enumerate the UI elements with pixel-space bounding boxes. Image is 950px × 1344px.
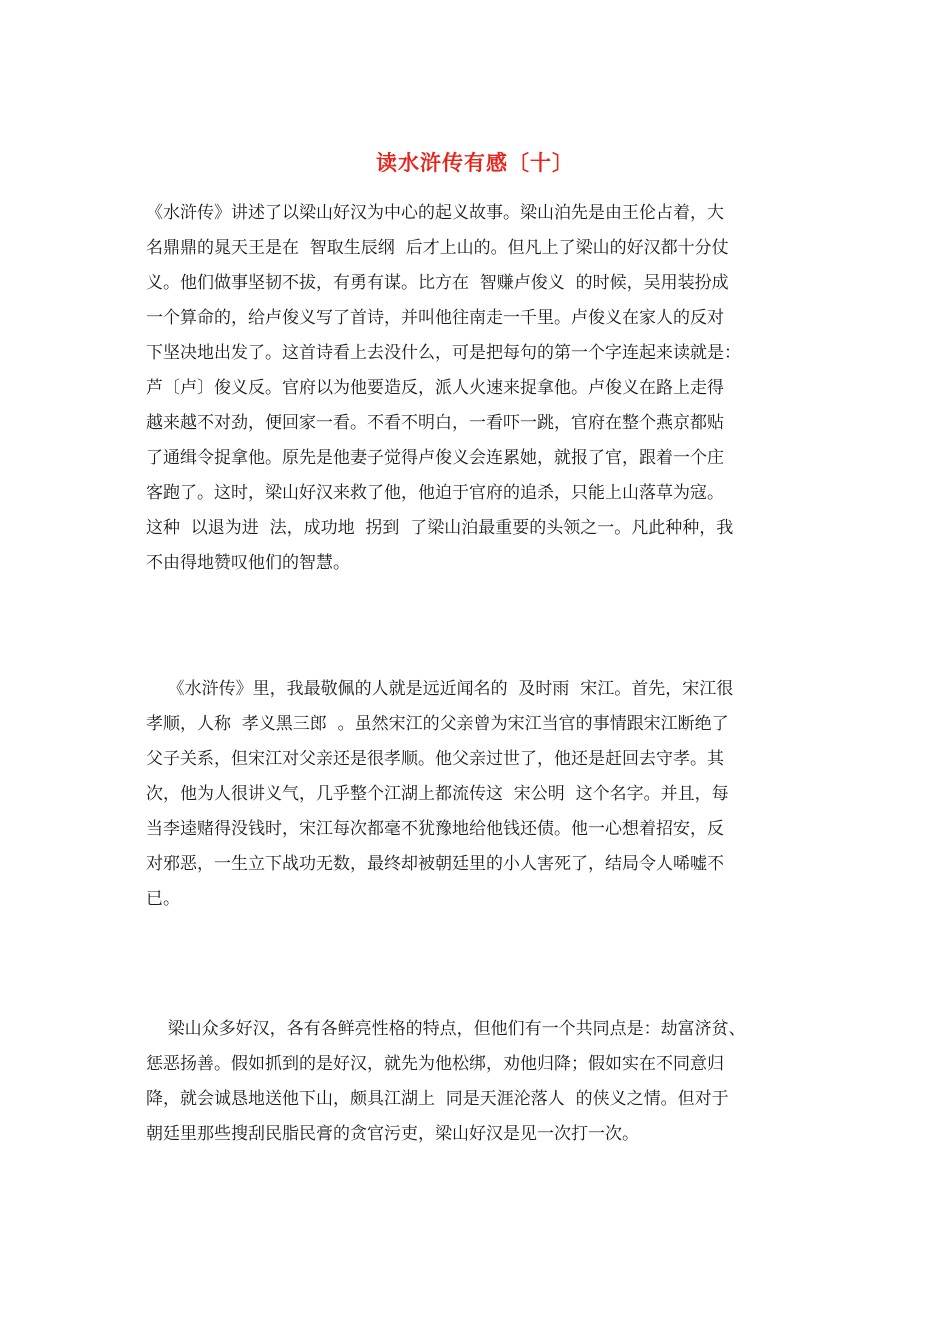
paragraph-line: 这种 以退为进 法，成功地 拐到 了梁山泊最重要的头领之一。凡此种种，我 — [146, 518, 734, 538]
paragraph-line: 义。他们做事坚韧不拔，有勇有谋。比方在 智赚卢俊义 的时候，吴用装扮成 — [146, 273, 729, 293]
paragraph-line: 《水浒传》里，我最敬佩的人就是远近闻名的 及时雨 宋江。首先，宋江很 — [146, 679, 734, 699]
paragraph-2 — [146, 672, 810, 917]
paragraph-line: 下坚决地出发了。这首诗看上去没什么，可是把每句的第一个字连起来读就是： — [146, 343, 741, 363]
paragraph-line: 朝廷里那些搜刮民脂民膏的贪官污吏，梁山好汉是见一次打一次。 — [146, 1124, 639, 1144]
paragraph-line: 父子关系，但宋江对父亲还是很孝顺。他父亲过世了，他还是赶回去守孝。其 — [146, 749, 724, 769]
paragraph-line: 降，就会诚恳地送他下山，颇具江湖上 同是天涯沦落人 的侠义之情。但对于 — [146, 1089, 729, 1109]
paragraph-line: 对邪恶，一生立下战功无数，最终却被朝廷里的小人害死了，结局令人唏嘘不 — [146, 854, 724, 874]
paragraph-line: 《水浒传》讲述了以梁山好汉为中心的起义故事。梁山泊先是由王伦占着，大 — [146, 203, 724, 223]
paragraph-line: 芦〔卢〕俊义反。官府以为他要造反，派人火速来捉拿他。卢俊义在路上走得 — [146, 378, 724, 398]
paragraph-line: 越来越不对劲，便回家一看。不看不明白，一看吓一跳，官府在整个燕京都贴 — [146, 413, 724, 433]
document-title: 读水浒传有感〔十〕 — [376, 150, 574, 175]
paragraph-line: 当李逵赌得没钱时，宋江每次都毫不犹豫地给他钱还债。他一心想着招安，反 — [146, 819, 724, 839]
paragraph-line: 已。 — [146, 889, 180, 909]
paragraph-1 — [146, 196, 810, 581]
paragraph-line: 名鼎鼎的晁天王是在 智取生辰纲 后才上山的。但凡上了梁山的好汉都十分仗 — [146, 238, 729, 258]
paragraph-line: 一个算命的，给卢俊义写了首诗，并叫他往南走一千里。卢俊义在家人的反对 — [146, 308, 724, 328]
paragraph-line: 次，他为人很讲义气，几乎整个江湖上都流传这 宋公明 这个名字。并且，每 — [146, 784, 729, 804]
paragraph-line: 不由得地赞叹他们的智慧。 — [146, 553, 350, 573]
paragraph-line: 了通缉令捉拿他。原先是他妻子觉得卢俊义会连累她，就报了官，跟着一个庄 — [146, 448, 724, 468]
paragraph-line: 客跑了。这时，梁山好汉来救了他，他迫于官府的追杀，只能上山落草为寇。 — [146, 483, 724, 503]
paragraph-3 — [146, 1012, 810, 1152]
paragraph-line: 孝顺，人称 孝义黑三郎 。虽然宋江的父亲曾为宋江当官的事情跟宋江断绝了 — [146, 714, 729, 734]
paragraph-line: 惩恶扬善。假如抓到的是好汉，就先为他松绑，劝他归降；假如实在不同意归 — [146, 1054, 724, 1074]
paragraph-line: 梁山众多好汉，各有各鲜亮性格的特点，但他们有一个共同点是：劫富济贫、 — [146, 1019, 746, 1039]
